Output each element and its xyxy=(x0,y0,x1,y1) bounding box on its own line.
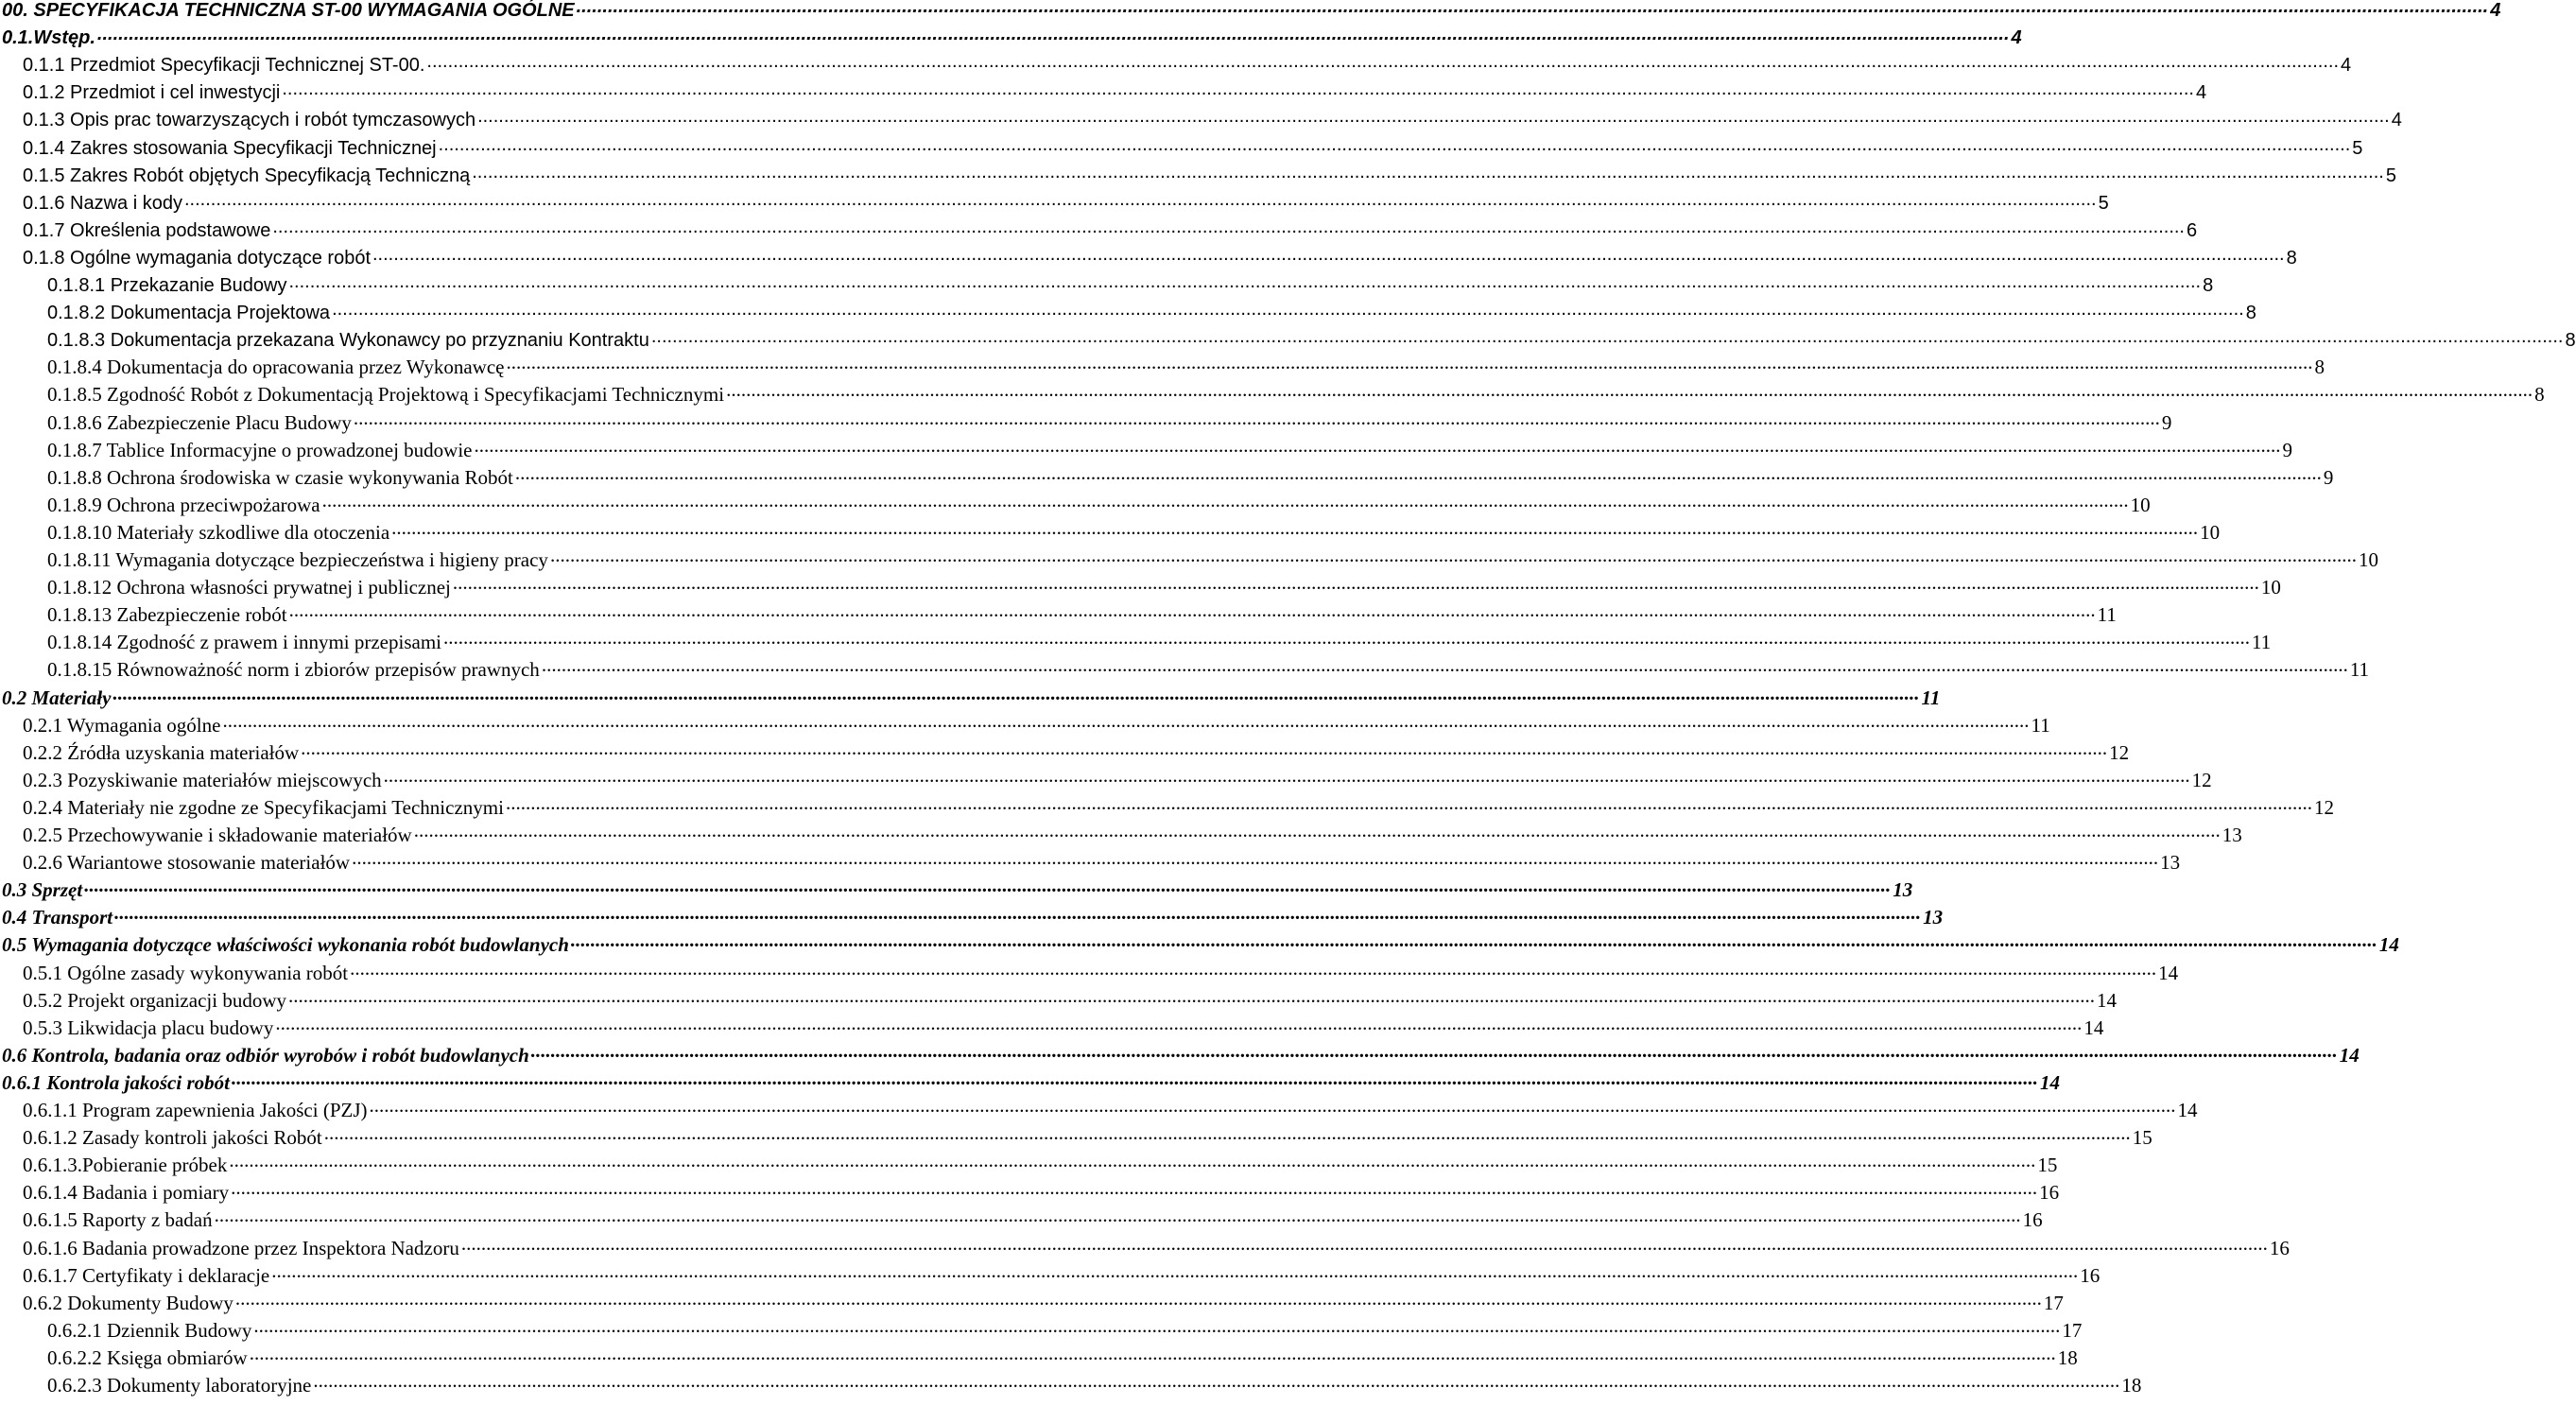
toc-entry[interactable] xyxy=(0,1122,2152,1150)
toc-entry-title: 0.5.3 Likwidacja placu budowy xyxy=(23,1015,274,1039)
toc-entry[interactable] xyxy=(0,985,2117,1013)
toc-entry-page-number: 11 xyxy=(2252,631,2272,654)
toc-entry[interactable] xyxy=(0,215,2198,242)
toc-entry-page-number: 14 xyxy=(2096,988,2117,1012)
toc-entry-page-number: 11 xyxy=(1921,686,1941,709)
toc-entry-title: 0.1.8.5 Zgodność Robót z Dokumentacją Projektową i Specyfikacjami Technicznymi xyxy=(47,383,725,407)
toc-entry-title: 0.1.8.7 Tablice Informacyjne o prowadzonej budowie xyxy=(47,438,473,461)
toc-entry-title: 0.1.8.10 Materiały szkodliwe dla otoczenia xyxy=(47,520,390,544)
dot-leader xyxy=(475,434,2281,458)
toc-entry-title: 0.5 Wymagania dotyczące właściwości wykonania robót budowlanych xyxy=(2,933,569,957)
toc-entry-title: 0.2.6 Wariantowe stosowanie materiałów xyxy=(23,851,351,875)
dot-leader xyxy=(507,351,2313,374)
toc-entry[interactable] xyxy=(0,132,2363,160)
toc-entry[interactable] xyxy=(0,408,2172,435)
toc-entry[interactable] xyxy=(0,627,2272,654)
toc-entry-page-number: 11 xyxy=(2031,713,2050,737)
toc-entry-title: 0.2.2 Źródła uzyskania materiałów xyxy=(23,740,300,764)
dot-leader xyxy=(250,1342,2056,1365)
toc-entry-title: 0.5.2 Projekt organizacji budowy xyxy=(23,988,286,1012)
toc-entry-page-number: 5 xyxy=(2352,137,2363,159)
toc-entry[interactable] xyxy=(0,1177,2060,1205)
toc-entry[interactable] xyxy=(0,297,2256,324)
dot-leader xyxy=(453,571,2259,595)
toc-entry[interactable] xyxy=(0,1150,2058,1177)
toc-entry[interactable] xyxy=(0,1013,2104,1040)
toc-entry-title: 0.1.6 Nazwa i kody xyxy=(23,192,182,214)
dot-leader xyxy=(515,461,2322,485)
toc-entry-page-number: 10 xyxy=(2260,576,2281,599)
dot-leader xyxy=(97,24,2010,45)
dot-leader xyxy=(370,1094,2176,1118)
toc-entry[interactable] xyxy=(0,654,2370,682)
toc-entry-page-number: 16 xyxy=(2039,1181,2060,1205)
dot-leader xyxy=(324,1121,2131,1145)
toc-entry-title: 0.1.1 Przedmiot Specyfikacji Technicznej ST-00. xyxy=(23,55,425,77)
toc-entry-title: 0.1.4 Zakres stosowania Specyfikacji Technicznej xyxy=(23,137,437,159)
dot-leader xyxy=(477,106,2390,128)
toc-entry[interactable] xyxy=(0,820,2242,847)
dot-leader xyxy=(289,599,2096,622)
dot-leader xyxy=(184,189,2097,211)
toc-entry-title: 0.1.8.3 Dokumentacja przekazana Wykonawcy po przyznaniu Kontraktu xyxy=(47,330,649,352)
toc-entry-page-number: 13 xyxy=(1923,906,1944,929)
toc-entry-page-number: 10 xyxy=(2200,520,2221,544)
toc-entry[interactable] xyxy=(0,490,2151,517)
dot-leader xyxy=(114,901,1921,925)
toc-entry-page-number: 15 xyxy=(2037,1154,2058,1177)
toc-entry-title: 00. SPECYFIKACJA TECHNICZNA ST-00 WYMAGANIA OGÓLNE xyxy=(2,0,575,21)
toc-entry-title: 0.2.1 Wymagania ogólne xyxy=(23,713,221,737)
toc-entry[interactable] xyxy=(0,104,2402,131)
toc-entry-title: 0.1.8.6 Zabezpieczenie Placu Budowy xyxy=(47,410,352,434)
toc-entry-title: 0.2.5 Przechowywanie i składowanie materiałów xyxy=(23,824,412,846)
toc-entry-page-number: 14 xyxy=(2039,1070,2060,1094)
toc-entry-page-number: 17 xyxy=(2043,1291,2064,1314)
toc-entry[interactable] xyxy=(0,847,2181,875)
dot-leader xyxy=(439,134,2351,156)
toc-entry-page-number: 8 xyxy=(2286,247,2297,269)
toc-entry[interactable] xyxy=(0,187,2109,215)
toc-entry[interactable] xyxy=(0,0,2501,22)
toc-entry[interactable] xyxy=(0,324,2576,352)
toc-entry[interactable] xyxy=(0,792,2334,820)
toc-entry-title: 0.1.8.11 Wymagania dotyczące bezpieczeństwa i higieny pracy xyxy=(47,548,548,571)
dot-leader xyxy=(272,217,2185,238)
toc-entry-title: 0.5.1 Ogólne zasady wykonywania robót xyxy=(23,961,349,984)
toc-entry-title: 0.1.7 Określenia podstawowe xyxy=(23,219,271,241)
toc-entry-title: 0.6.1.6 Badania prowadzone przez Inspektora Nadzoru xyxy=(23,1236,459,1259)
toc-entry-page-number: 4 xyxy=(2490,0,2501,21)
toc-entry-page-number: 14 xyxy=(2378,933,2399,957)
toc-entry-page-number: 14 xyxy=(2083,1015,2104,1039)
toc-entry-page-number: 18 xyxy=(2057,1345,2078,1369)
dot-leader xyxy=(571,929,2377,952)
dot-leader xyxy=(384,764,2190,788)
dot-leader xyxy=(372,244,2285,266)
toc-entry-page-number: 11 xyxy=(2097,603,2117,627)
dot-leader xyxy=(651,326,2564,348)
toc-entry-title: 0.1.8.9 Ochrona przeciwpożarowa xyxy=(47,493,320,516)
toc-entry-page-number: 8 xyxy=(2565,330,2576,352)
dot-leader xyxy=(461,1232,2268,1256)
toc-entry[interactable] xyxy=(0,1233,2290,1260)
toc-entry[interactable] xyxy=(0,683,1941,710)
toc-entry[interactable] xyxy=(0,599,2117,627)
toc-entry-page-number: 14 xyxy=(2158,961,2179,984)
dot-leader xyxy=(222,709,2029,733)
toc-entry-page-number: 4 xyxy=(2391,110,2402,131)
toc-entry-title: 0.2.3 Pozyskiwanie materiałów miejscowych xyxy=(23,768,382,791)
toc-entry-title: 0.6.1.2 Zasady kontroli jakości Robót xyxy=(23,1126,322,1150)
toc-entry-page-number: 13 xyxy=(1893,878,1913,902)
dot-leader xyxy=(542,653,2348,677)
dot-leader xyxy=(301,737,2107,760)
toc-entry-page-number: 10 xyxy=(2130,493,2151,516)
dot-leader xyxy=(271,1259,2078,1283)
toc-entry[interactable] xyxy=(0,352,2325,379)
toc-entry-title: 0.6.2.2 Księga obmiarów xyxy=(47,1345,248,1369)
toc-entry-title: 0.6.1.4 Badania i pomiary xyxy=(23,1181,230,1205)
toc-entry[interactable] xyxy=(0,1370,2142,1397)
dot-leader xyxy=(253,1314,2060,1338)
dot-leader xyxy=(332,299,2244,321)
toc-entry[interactable] xyxy=(0,1288,2064,1315)
dot-leader xyxy=(352,846,2158,870)
toc-entry[interactable] xyxy=(0,572,2281,599)
toc-entry-title: 0.6.2.1 Dziennik Budowy xyxy=(47,1318,252,1342)
toc-entry-title: 0.1.8.12 Ochrona własności prywatnej i publicznej xyxy=(47,576,451,599)
toc-entry-page-number: 8 xyxy=(2314,356,2325,379)
toc-entry-title: 0.1.8.8 Ochrona środowiska w czasie wykonywania Robót xyxy=(47,465,513,489)
toc-entry-page-number: 17 xyxy=(2062,1318,2083,1342)
dot-leader xyxy=(322,489,2129,512)
toc-entry-page-number: 13 xyxy=(2222,824,2242,846)
toc-entry-title: 0.6.1.1 Program zapewnienia Jakości (PZJ) xyxy=(23,1099,368,1121)
toc-entry[interactable] xyxy=(0,462,2334,490)
toc-entry-page-number: 9 xyxy=(2161,410,2172,434)
toc-entry-page-number: 12 xyxy=(2191,768,2212,791)
toc-entry[interactable] xyxy=(0,929,2399,957)
toc-entry[interactable] xyxy=(0,517,2221,545)
toc-entry-page-number: 16 xyxy=(2080,1263,2101,1287)
dot-leader xyxy=(350,957,2156,981)
toc-entry-title: 0.2 Materiały xyxy=(2,686,112,709)
toc-entry-page-number: 16 xyxy=(2269,1236,2290,1259)
dot-leader xyxy=(472,162,2384,183)
toc-entry-page-number: 12 xyxy=(2109,740,2130,764)
toc-entry-page-number: 9 xyxy=(2282,438,2293,461)
toc-entry-page-number: 5 xyxy=(2385,165,2396,186)
dot-leader xyxy=(84,874,1891,897)
toc-entry[interactable] xyxy=(0,435,2293,462)
toc-entry-page-number: 13 xyxy=(2160,851,2181,875)
toc-entry-page-number: 14 xyxy=(2339,1043,2360,1067)
toc-entry[interactable] xyxy=(0,958,2179,985)
dot-leader xyxy=(231,1176,2037,1200)
toc-entry-title: 0.1.2 Przedmiot i cel inwestycji xyxy=(23,82,281,104)
toc-entry-page-number: 4 xyxy=(2341,55,2352,77)
toc-entry-page-number: 8 xyxy=(2245,303,2256,324)
toc-entry[interactable] xyxy=(0,77,2207,104)
dot-leader xyxy=(577,0,2489,18)
toc-entry-title: 0.6.2 Dokumenty Budowy xyxy=(23,1291,233,1314)
toc-entry-title: 0.4 Transport xyxy=(2,906,113,929)
toc-entry[interactable] xyxy=(0,710,2050,738)
dot-leader xyxy=(288,984,2095,1008)
toc-entry[interactable] xyxy=(0,22,2022,49)
toc-entry-page-number: 8 xyxy=(2534,383,2545,407)
toc-entry[interactable] xyxy=(0,1068,2060,1095)
toc-entry[interactable] xyxy=(0,1260,2101,1288)
toc-entry-page-number: 11 xyxy=(2349,658,2370,682)
toc-entry[interactable] xyxy=(0,242,2297,269)
toc-entry[interactable] xyxy=(0,738,2130,765)
toc-entry-title: 0.6.2.3 Dokumenty laboratoryjne xyxy=(47,1374,312,1397)
toc-entry-title: 0.6.1.3.Pobieranie próbek xyxy=(23,1154,228,1177)
toc-entry[interactable] xyxy=(0,269,2214,297)
dot-leader xyxy=(275,1012,2082,1035)
toc-entry-page-number: 6 xyxy=(2187,219,2198,241)
toc-entry[interactable] xyxy=(0,1040,2360,1068)
toc-entry-title: 0.1.8.2 Dokumentacja Projektowa xyxy=(47,303,331,324)
dot-leader xyxy=(235,1287,2042,1311)
dot-leader xyxy=(229,1149,2035,1172)
toc-entry-page-number: 14 xyxy=(2177,1099,2198,1121)
toc-entry-page-number: 16 xyxy=(2022,1208,2043,1232)
dot-leader xyxy=(443,626,2250,650)
dot-leader xyxy=(113,682,1920,705)
dot-leader xyxy=(414,819,2221,842)
toc-entry-title: 0.1.8.4 Dokumentacja do opracowania przez Wykonawcę xyxy=(47,356,505,379)
dot-leader xyxy=(426,51,2339,73)
toc-entry-title: 0.1.8.14 Zgodność z prawem i innymi przepisami xyxy=(47,631,441,654)
toc-entry-title: 0.2.4 Materiały nie zgodne ze Specyfikacjami Technicznymi xyxy=(23,795,504,819)
dot-leader xyxy=(506,791,2312,815)
toc-entry-title: 0.6.1 Kontrola jakości robót xyxy=(2,1070,230,1094)
toc-entry[interactable] xyxy=(0,765,2212,792)
dot-leader xyxy=(550,544,2357,567)
toc-entry[interactable] xyxy=(0,875,1913,902)
toc-entry-page-number: 4 xyxy=(2011,27,2022,49)
toc-entry-title: 0.1.Wstęp. xyxy=(2,27,95,49)
dot-leader xyxy=(289,271,2202,293)
toc-entry-title: 0.1.8.15 Równoważność norm i zbiorów przepisów prawnych xyxy=(47,658,540,682)
toc-entry[interactable] xyxy=(0,160,2396,187)
toc-entry-page-number: 5 xyxy=(2098,192,2109,214)
toc-entry-title: 0.3 Sprzęt xyxy=(2,878,83,902)
toc-entry-title: 0.1.8.13 Zabezpieczenie robót xyxy=(47,603,287,627)
toc-entry[interactable] xyxy=(0,1205,2043,1232)
toc-entry-page-number: 18 xyxy=(2121,1374,2142,1397)
dot-leader xyxy=(531,1039,2338,1063)
dot-leader xyxy=(391,516,2198,540)
dot-leader xyxy=(354,407,2160,430)
toc-entry-page-number: 10 xyxy=(2358,548,2378,571)
dot-leader xyxy=(232,1067,2038,1090)
toc-entry[interactable] xyxy=(0,1095,2198,1122)
dot-leader xyxy=(282,78,2194,100)
toc-entry-page-number: 8 xyxy=(2203,275,2214,296)
toc-entry-title: 0.1.8.1 Przekazanie Budowy xyxy=(47,275,287,296)
toc-entry[interactable] xyxy=(0,545,2378,572)
toc-entry-page-number: 12 xyxy=(2313,795,2334,819)
toc-entry-title: 0.1.8 Ogólne wymagania dotyczące robót xyxy=(23,247,371,269)
toc-entry[interactable] xyxy=(0,902,1944,929)
toc-entry-title: 0.6.1.7 Certyfikaty i deklaracje xyxy=(23,1263,270,1287)
toc-entry-page-number: 9 xyxy=(2323,465,2334,489)
toc-entry-page-number: 15 xyxy=(2132,1126,2152,1150)
toc-entry-page-number: 4 xyxy=(2195,82,2207,104)
toc-entry[interactable] xyxy=(0,49,2352,77)
dot-leader xyxy=(215,1204,2021,1227)
toc-entry-title: 0.1.5 Zakres Robót objętych Specyfikacją Techniczną xyxy=(23,165,471,186)
dot-leader xyxy=(313,1369,2119,1393)
toc-entry-title: 0.6 Kontrola, badania oraz odbiór wyrobów i robót budowlanych xyxy=(2,1043,529,1067)
dot-leader xyxy=(726,378,2533,402)
toc-entry[interactable] xyxy=(0,379,2545,407)
toc-entry-title: 0.6.1.5 Raporty z badań xyxy=(23,1208,213,1232)
toc-entry-title: 0.1.3 Opis prac towarzyszących i robót tymczasowych xyxy=(23,110,476,131)
toc-entry[interactable] xyxy=(0,1343,2078,1370)
toc-entry[interactable] xyxy=(0,1315,2083,1343)
